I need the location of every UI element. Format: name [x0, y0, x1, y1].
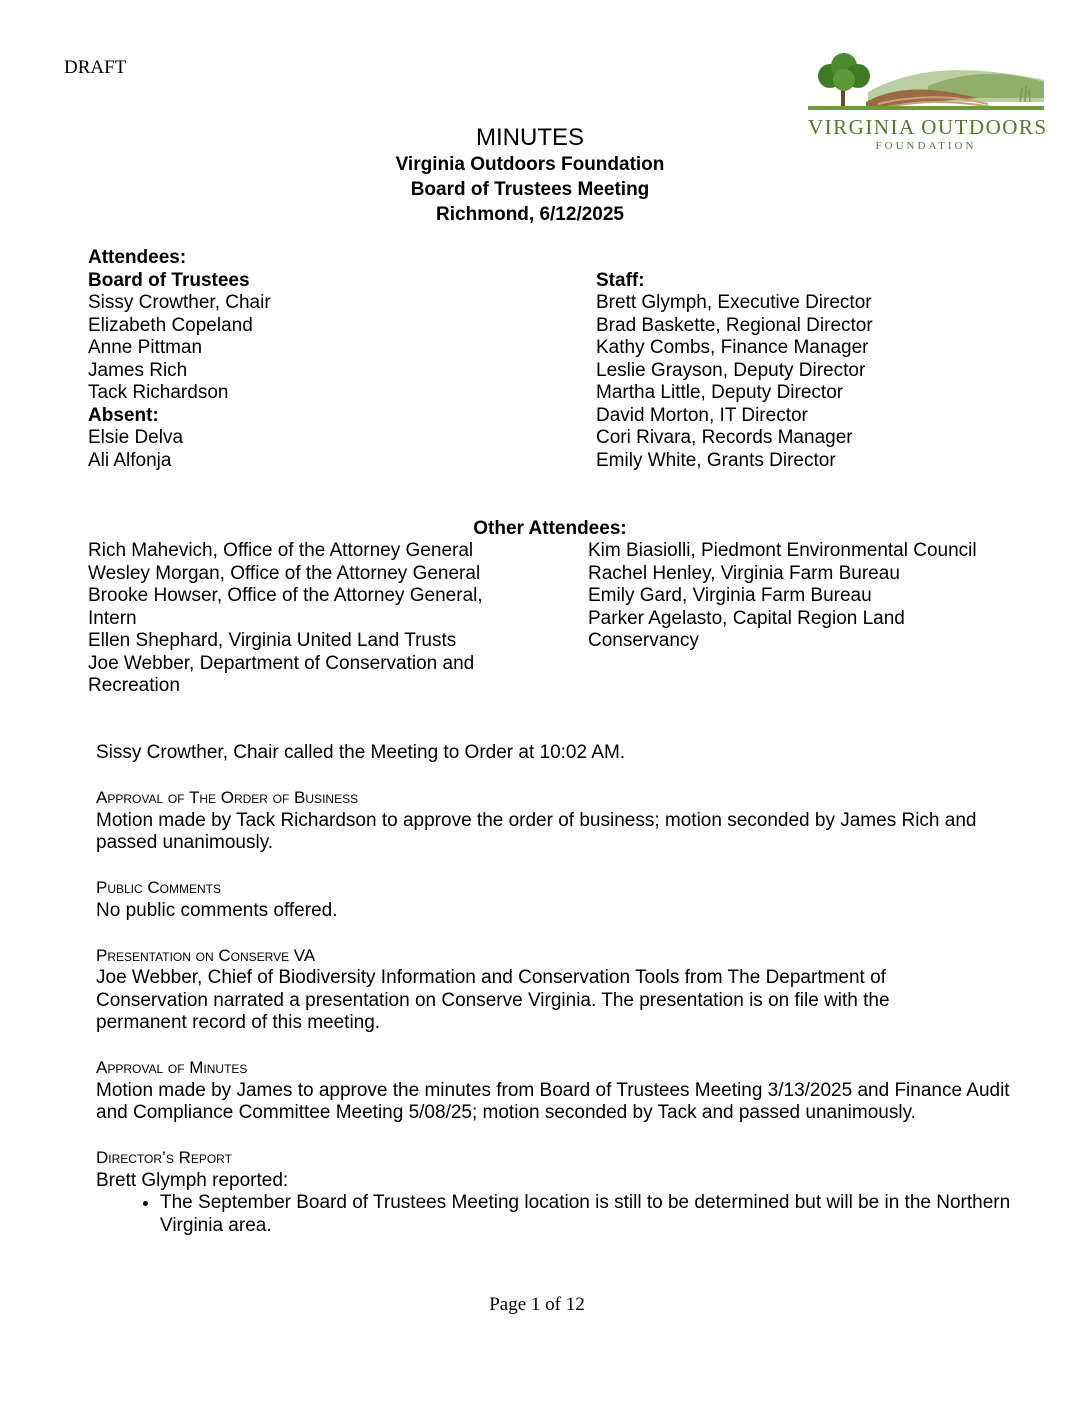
- section-heading: Public Comments: [96, 878, 222, 897]
- section-heading: Presentation on Conserve VA: [96, 945, 316, 965]
- list-item: Brett Glymph, Executive Director: [596, 292, 872, 313]
- list-item: Emily Gard, Virginia Farm Bureau: [588, 585, 872, 606]
- section-text: Motion made by James to approve the minutes from Board of Trustees Meeting 3/13/2025 and Finance Audit and Compliance Committee Meeting 5/08/25; motion seconded by Tack and passed unanimously.: [96, 1079, 1010, 1123]
- list-item: Wesley Morgan, Office of the Attorney General: [88, 562, 481, 584]
- list-item: Joe Webber, Department of Conservation and: [88, 652, 475, 674]
- vof-logo: [808, 52, 1048, 156]
- list-item: Brooke Howser, Office of the Attorney General,: [88, 585, 483, 606]
- list-item: Recreation: [88, 675, 180, 696]
- other-attendees-right: [588, 540, 977, 653]
- list-item: Kathy Combs, Finance Manager: [596, 337, 869, 358]
- section-text: Joe Webber, Chief of Biodiversity Information and Conservation Tools from The Department of Conservation narrated a presentation on Conserve Virginia. The presentation is on file with the permanent record of this meeting.: [96, 967, 890, 1033]
- list-item: Ellen Shephard, Virginia United Land Trusts: [88, 630, 457, 651]
- draft-label: DRAFT: [64, 57, 127, 78]
- staff-label: Staff:: [596, 269, 645, 291]
- absent-label: Absent:: [88, 404, 159, 426]
- list-item: Leslie Grayson, Deputy Director: [596, 359, 866, 381]
- list-item: Emily White, Grants Director: [596, 449, 836, 471]
- attendees-label: Attendees:: [88, 247, 187, 268]
- list-item: Elizabeth Copeland: [88, 314, 253, 336]
- section-heading: Approval of The Order of Business: [96, 788, 359, 807]
- meeting-place-date: Richmond, 6/12/2025: [436, 204, 624, 225]
- list-item: Rachel Henley, Virginia Farm Bureau: [588, 562, 900, 584]
- attendees-left-column: [88, 247, 271, 472]
- logo-wordmark: VIRGINIA OUTDOORS: [808, 115, 1048, 139]
- list-item: Tack Richardson: [88, 382, 229, 403]
- list-item: James Rich: [88, 359, 188, 381]
- list-item: Elsie Delva: [88, 427, 184, 448]
- section-heading: Approval of Minutes: [96, 1058, 248, 1077]
- page-title: MINUTES: [476, 124, 584, 151]
- section-heading: Director’s Report: [96, 1148, 232, 1167]
- list-item: Intern: [88, 607, 137, 629]
- organization-name: Virginia Outdoors Foundation: [395, 154, 665, 175]
- list-item: • The September Board of Trustees Meeting location is still to be determined but will be in the Northern Virginia area.: [160, 1192, 1016, 1237]
- list-item: Brad Baskette, Regional Director: [596, 314, 873, 336]
- list-item: Anne Pittman: [88, 337, 203, 358]
- landscape-tree-icon: [808, 52, 1044, 114]
- list-item: Parker Agelasto, Capital Region Land: [588, 607, 905, 629]
- document-heading: [330, 124, 730, 227]
- other-attendees-label: Other Attendees:: [473, 518, 627, 539]
- list-item: David Morton, IT Director: [596, 404, 808, 426]
- list-item: Rich Mahevich, Office of the Attorney General: [88, 540, 474, 561]
- other-attendees-left: [88, 540, 483, 698]
- logo-subtitle: FOUNDATION: [875, 140, 977, 152]
- list-item: Ali Alfonja: [88, 449, 172, 471]
- call-to-order: Sissy Crowther, Chair called the Meeting to Order at 10:02 AM.: [96, 742, 626, 763]
- section-text: Brett Glymph reported:: [96, 1169, 289, 1191]
- page-number: Page 1 of 12: [489, 1294, 585, 1315]
- board-label: Board of Trustees: [88, 269, 250, 291]
- list-item: Cori Rivara, Records Manager: [596, 427, 853, 448]
- list-item: Conservancy: [588, 630, 699, 651]
- minutes-body: [96, 742, 1016, 1237]
- section-text: Motion made by Tack Richardson to approve the order of business; motion seconded by James Rich and passed unanimously.: [96, 809, 977, 853]
- list-item: Martha Little, Deputy Director: [596, 382, 844, 403]
- section-text: No public comments offered.: [96, 899, 338, 921]
- list-item: Sissy Crowther, Chair: [88, 292, 271, 313]
- director-report-list: [96, 1192, 1016, 1237]
- meeting-name: Board of Trustees Meeting: [410, 179, 650, 200]
- list-item: Kim Biasiolli, Piedmont Environmental Council: [588, 540, 977, 561]
- staff-column: [596, 270, 873, 473]
